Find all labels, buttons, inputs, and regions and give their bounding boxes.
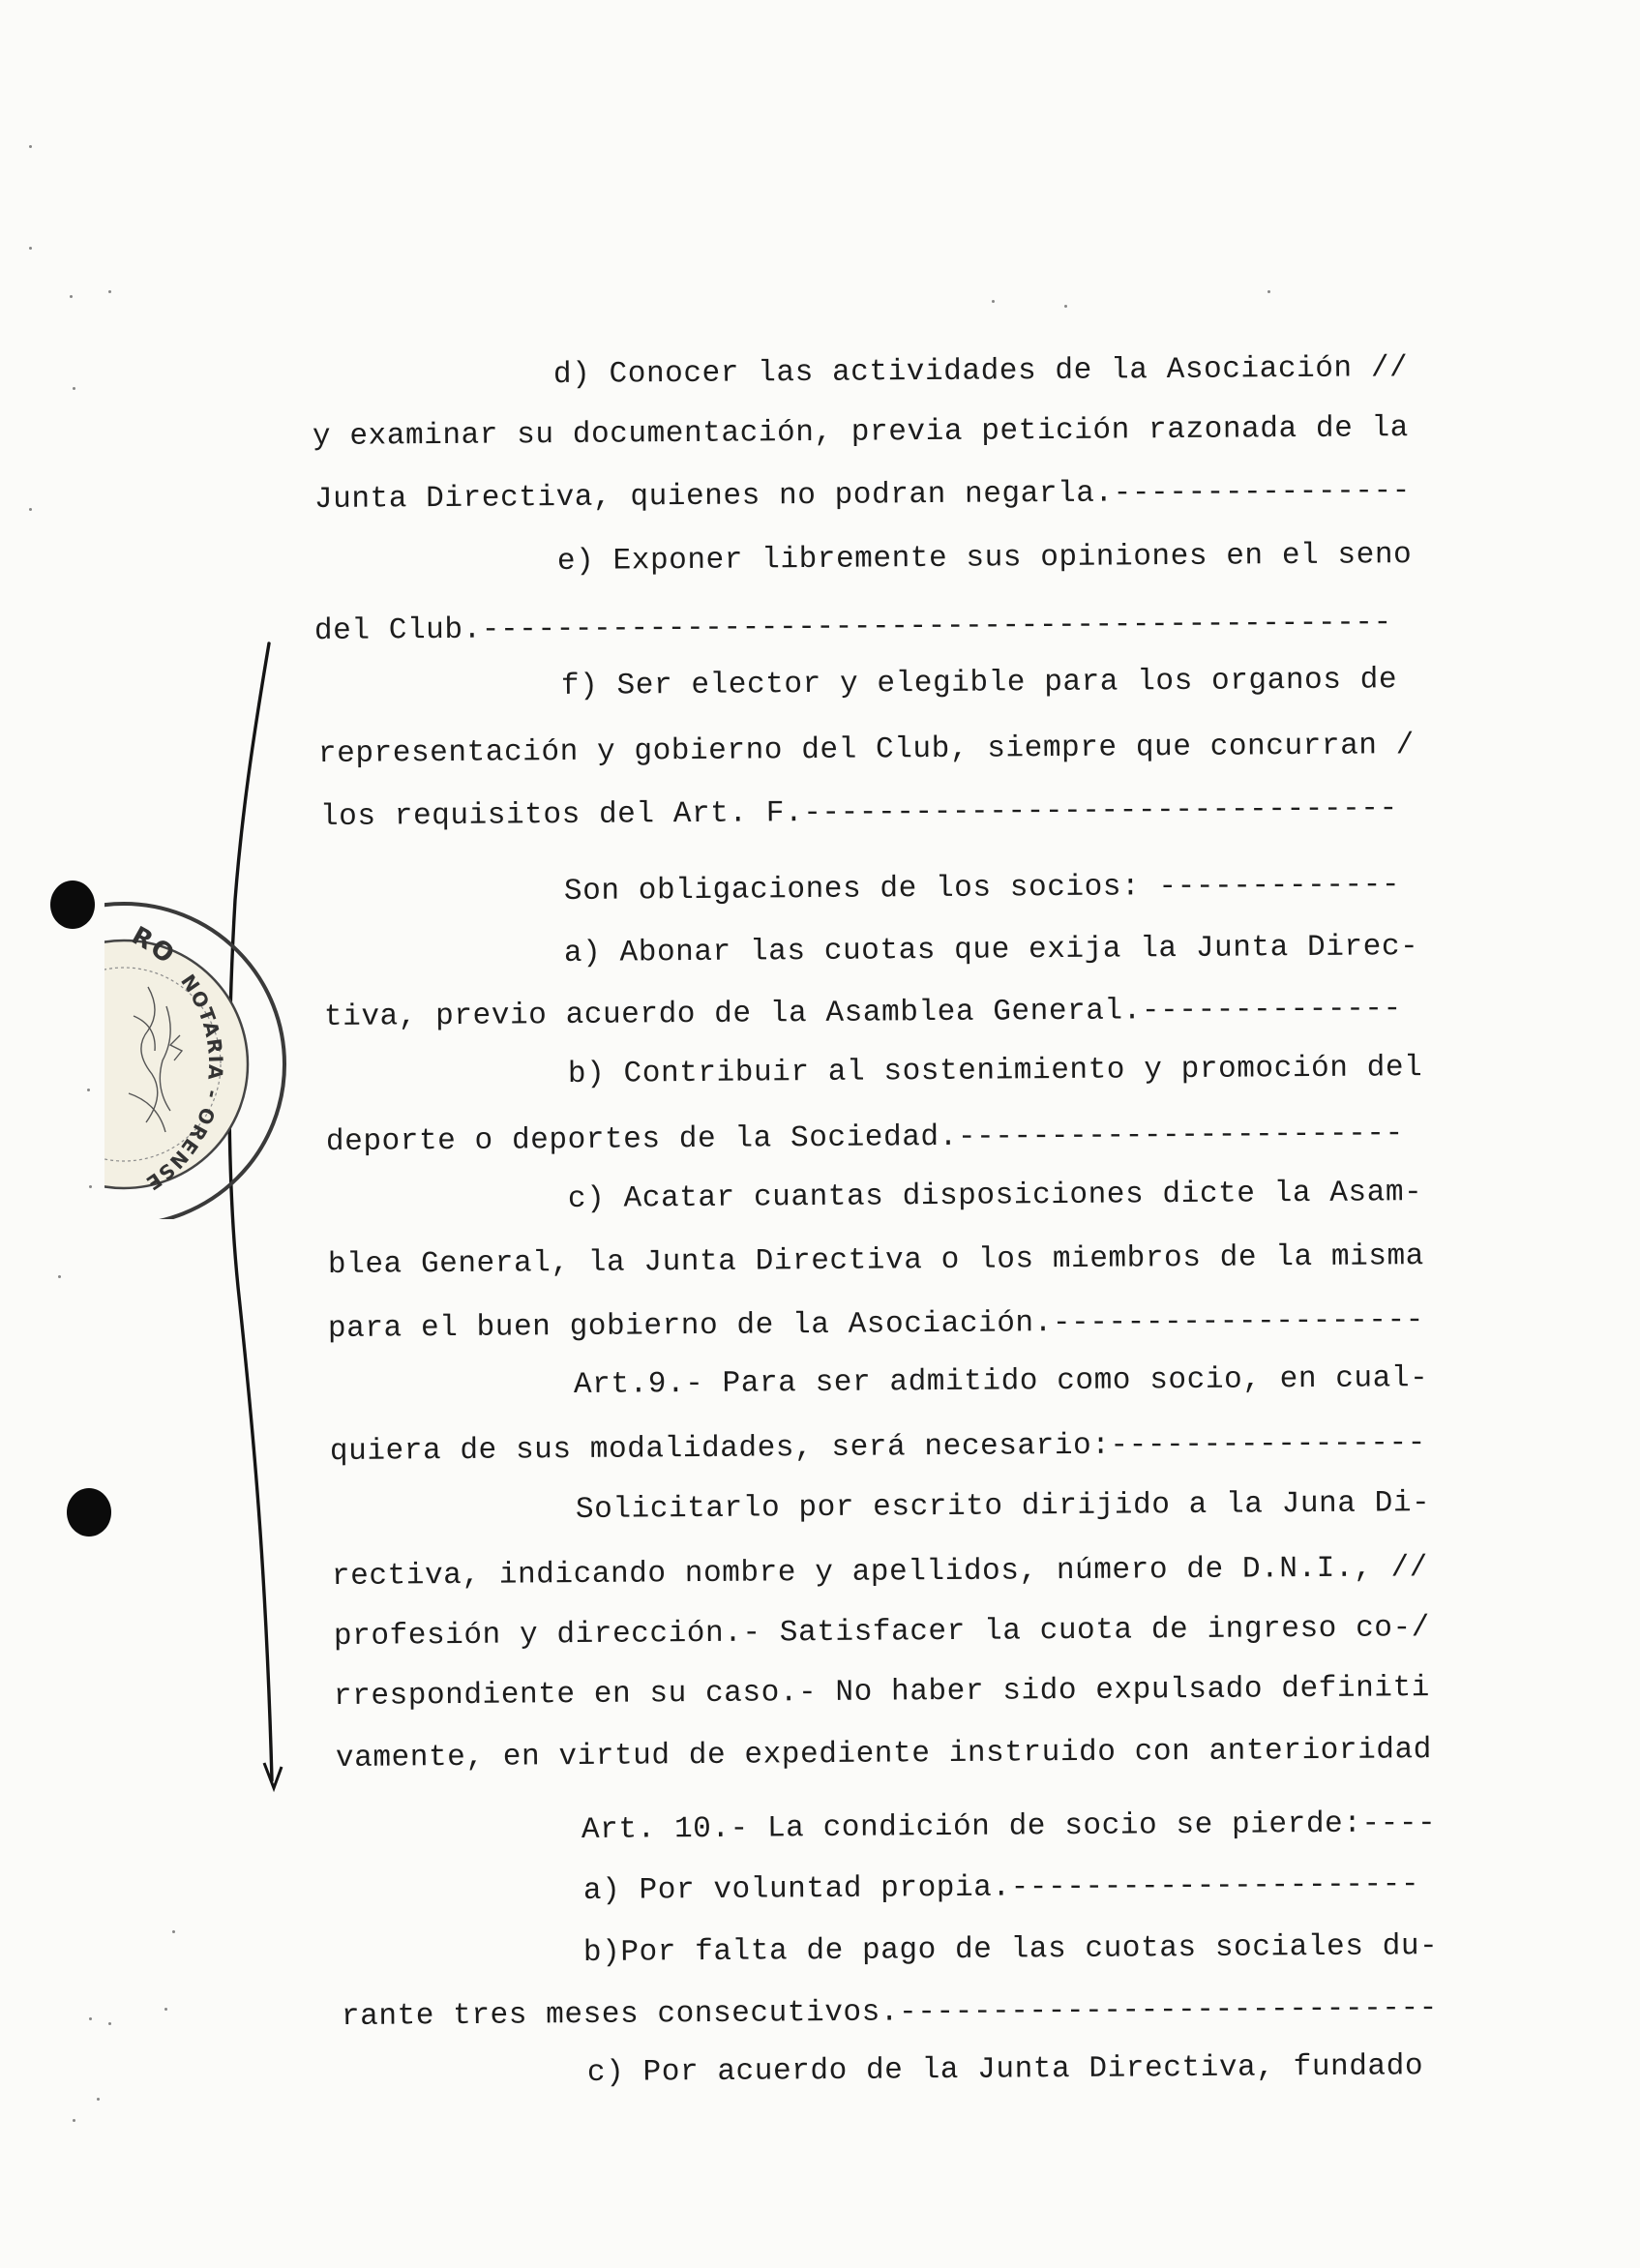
text-line: tiva, previo acuerdo de la Asamblea General.-------------- [323, 992, 1402, 1034]
text-line: a) Abonar las cuotas que exija la Junta Direc- [563, 930, 1419, 970]
text-line: b)Por falta de pago de las cuotas sociales du- [582, 1929, 1439, 1970]
text-line: quiera de sus modalidades, será necesario:----------------- [329, 1426, 1427, 1469]
text-line: c) Por acuerdo de la Junta Directiva, fundado [586, 2049, 1424, 2090]
seal-partial-text: RO [126, 921, 181, 971]
text-line: Son obligaciones de los socios: ------------- [563, 868, 1401, 909]
text-line: d) Conocer las actividades de la Asociación // [552, 351, 1409, 392]
text-line: b) Contribuir al sostenimiento y promoción del [567, 1051, 1423, 1091]
text-line: representación y gobierno del Club, siempre que concurran / [317, 729, 1416, 771]
text-line: rante tres meses consecutivos.----------------------------- [341, 1991, 1439, 2034]
text-line: Solicitarlo por escrito dirijido a la Juna Di- [575, 1486, 1431, 1527]
text-line: Art.9.- Para ser admitido como socio, en cual- [573, 1361, 1429, 1402]
text-line: rrespondiente en su caso.- No haber sido expulsado definiti [333, 1671, 1431, 1714]
text-line: del Club.------------------------------------------------- [313, 606, 1392, 648]
text-line: a) Por voluntad propia.---------------------- [582, 1867, 1420, 1908]
text-line: e) Exponer libremente sus opiniones en el seno [556, 538, 1413, 579]
text-line: los requisitos del Art. F.-------------------------------- [319, 791, 1398, 834]
text-line: blea General, la Junta Directiva o los miembros de la misma [327, 1239, 1425, 1282]
text-line: rectiva, indicando nombre y apellidos, número de D.N.I., // [331, 1551, 1429, 1594]
text-line: f) Ser elector y elegible para los organos de [560, 663, 1398, 703]
text-line: vamente, en virtud de expediente instruido con anterioridad [335, 1733, 1433, 1776]
text-line: profesión y dirección.- Satisfacer la cuota de ingreso co-/ [333, 1611, 1431, 1654]
seal-text: NOTARIA - ORENSE [140, 970, 228, 1196]
text-line: Art. 10.- La condición de socio se pierde:---- [581, 1806, 1437, 1847]
text-line: c) Acatar cuantas disposiciones dicte la Asam- [567, 1176, 1423, 1216]
notary-seal [104, 900, 298, 1219]
text-line: para el buen gobierno de la Asociación.-------------------- [327, 1303, 1425, 1346]
text-line: deporte o deportes de la Sociedad.------------------------ [325, 1117, 1404, 1159]
text-line: y examinar su documentación, previa petición razonada de la [312, 411, 1410, 454]
text-line: Junta Directiva, quienes no podran negarla.---------------- [313, 474, 1412, 517]
